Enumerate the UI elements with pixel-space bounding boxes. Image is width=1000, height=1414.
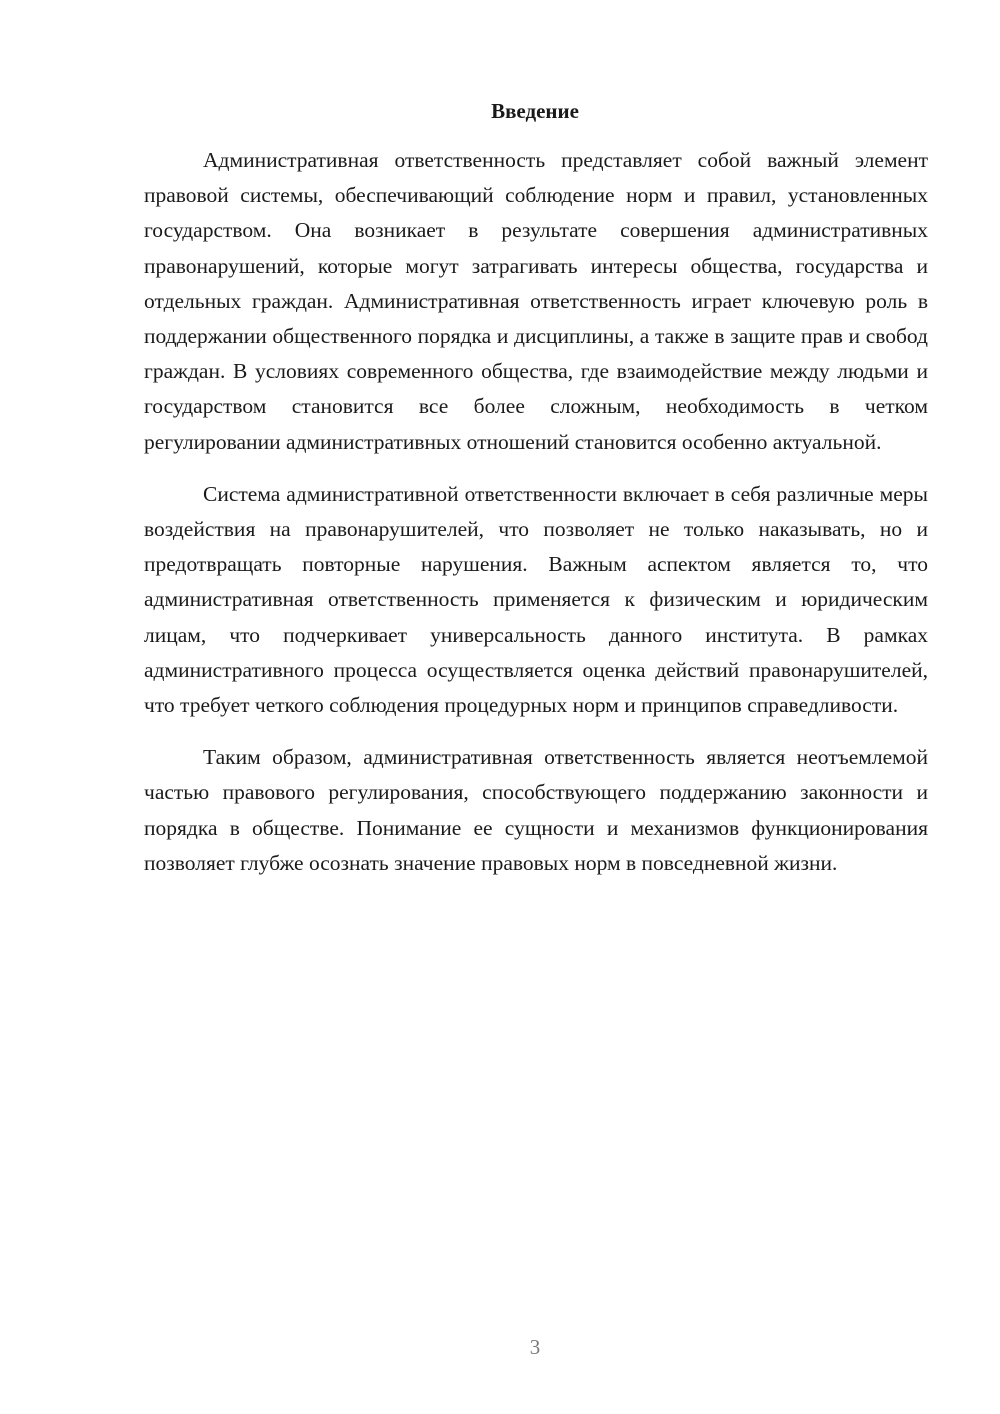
paragraph-1: Административная ответственность представляет собой важный элемент правовой системы, обеспечивающий соблюдение норм и правил, установленных государством. Она возникает в результате совершения административных правонарушений, которые могут затрагивать интересы общества, государства и отдельных граждан. Административная ответственность играет ключевую роль в поддержании общественного порядка и дисциплины, а также в защите прав и свобод граждан. В условиях современного общества, где взаимодействие между людьми и государством становится все более сложным, необходимость в четком регулировании административных отношений становится особенно актуальной.	[144, 148, 928, 454]
body-text	[144, 143, 928, 898]
paragraph-3: Таким образом, административная ответственность является неотъемлемой частью правового регулирования, способствующего поддержанию законности и порядка в обществе. Понимание ее сущности и механизмов функционирования позволяет глубже осознать значение правовых норм в повседневной жизни.	[144, 745, 928, 875]
paragraph-2: Система административной ответственности включает в себя различные меры воздействия на правонарушителей, что позволяет не только наказывать, но и предотвращать повторные нарушения. Важным аспектом является то, что административная ответственность применяется к физическим и юридическим лицам, что подчеркивает универсальность данного института. В рамках административного процесса осуществляется оценка действий правонарушителей, что требует четкого соблюдения процедурных норм и принципов справедливости.	[144, 481, 928, 718]
section-title: Введение	[491, 99, 579, 123]
page-number: 3	[529, 1335, 541, 1359]
